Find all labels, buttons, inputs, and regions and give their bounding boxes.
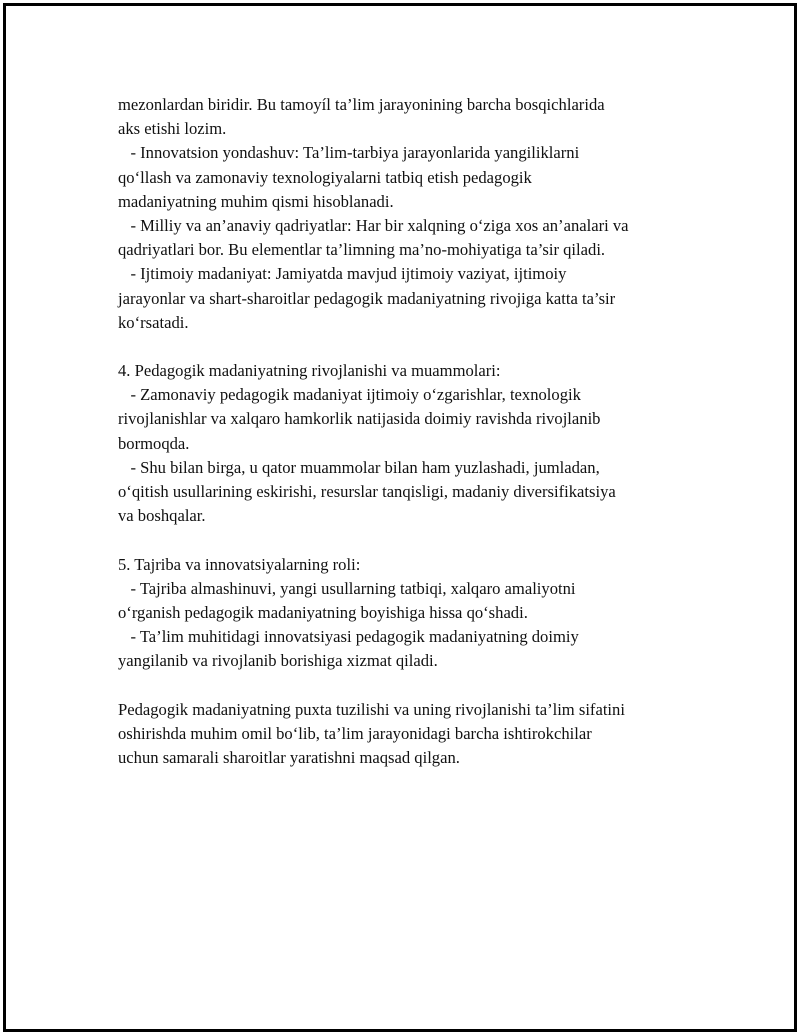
section-heading: 5. Tajriba va innovatsiyalarning roli:: [118, 554, 361, 574]
text-line: - Innovatsion yondashuv: Ta’lim-tarbiya jarayonlarida yangiliklarni: [118, 143, 580, 163]
text-line: madaniyatning muhim qismi hisoblanadi.: [118, 191, 394, 211]
text-line: - Ijtimoiy madaniyat: Jamiyatda mavjud ijtimoiy vaziyat, ijtimoiy: [118, 264, 567, 284]
text-line: - Ta’lim muhitidagi innovatsiyasi pedagogik madaniyatning doimiy: [118, 627, 579, 647]
text-line: aks etishi lozim.: [118, 119, 227, 139]
paragraph-spacer: [118, 335, 698, 359]
text-line: jarayonlar va shart-sharoitlar pedagogik madaniyatning rivojiga katta ta’sir: [118, 288, 616, 308]
document-body: [118, 93, 698, 770]
text-line: - Zamonaviy pedagogik madaniyat ijtimoiy o‘zgarishlar, texnologik: [118, 385, 581, 405]
text-line: - Tajriba almashinuvi, yangi usullarning tatbiqi, xalqaro amaliyotni: [118, 578, 576, 598]
text-line: qo‘llash va zamonaviy texnologiyalarni tatbiq etish pedagogik: [118, 167, 532, 187]
text-line: bormoqda.: [118, 433, 190, 453]
paragraph-block-1: [118, 93, 698, 335]
text-line: - Milliy va an’anaviy qadriyatlar: Har bir xalqning o‘ziga xos an’analari va: [118, 215, 629, 235]
text-line: Pedagogik madaniyatning puxta tuzilishi va uning rivojlanishi ta’lim sifatini: [118, 699, 625, 719]
text-line: qadriyatlari bor. Bu elementlar ta’limning ma’no-mohiyatiga ta’sir qiladi.: [118, 240, 606, 260]
section-5-experience-and-innovation: [118, 553, 698, 674]
text-line: yangilanib va rivojlanib borishiga xizmat qiladi.: [118, 651, 438, 671]
paragraph-spacer: [118, 528, 698, 552]
text-line: o‘rganish pedagogik madaniyatning boyishiga hissa qo‘shadi.: [118, 602, 528, 622]
text-line: uchun samarali sharoitlar yaratishni maqsad qilgan.: [118, 748, 460, 768]
text-line: va boshqalar.: [118, 506, 206, 526]
text-line: rivojlanishlar va xalqaro hamkorlik natijasida doimiy ravishda rivojlanib: [118, 409, 601, 429]
section-4-development-and-problems: [118, 359, 698, 528]
text-line: mezonlardan biridir. Bu tamoyíl ta’lim jarayonining barcha bosqichlarida: [118, 95, 605, 114]
text-line: oshirishda muhim omil bo‘lib, ta’lim jarayonidagi barcha ishtirokchilar: [118, 723, 592, 743]
text-line: ko‘rsatadi.: [118, 312, 189, 332]
section-heading: 4. Pedagogik madaniyatning rivojlanishi va muammolari:: [118, 361, 501, 381]
text-line: - Shu bilan birga, u qator muammolar bilan ham yuzlashadi, jumladan,: [118, 457, 600, 477]
conclusion-paragraph: [118, 698, 698, 771]
text-line: o‘qitish usullarining eskirishi, resurslar tanqisligi, madaniy diversifikatsiya: [118, 482, 616, 501]
paragraph-spacer: [118, 674, 698, 698]
